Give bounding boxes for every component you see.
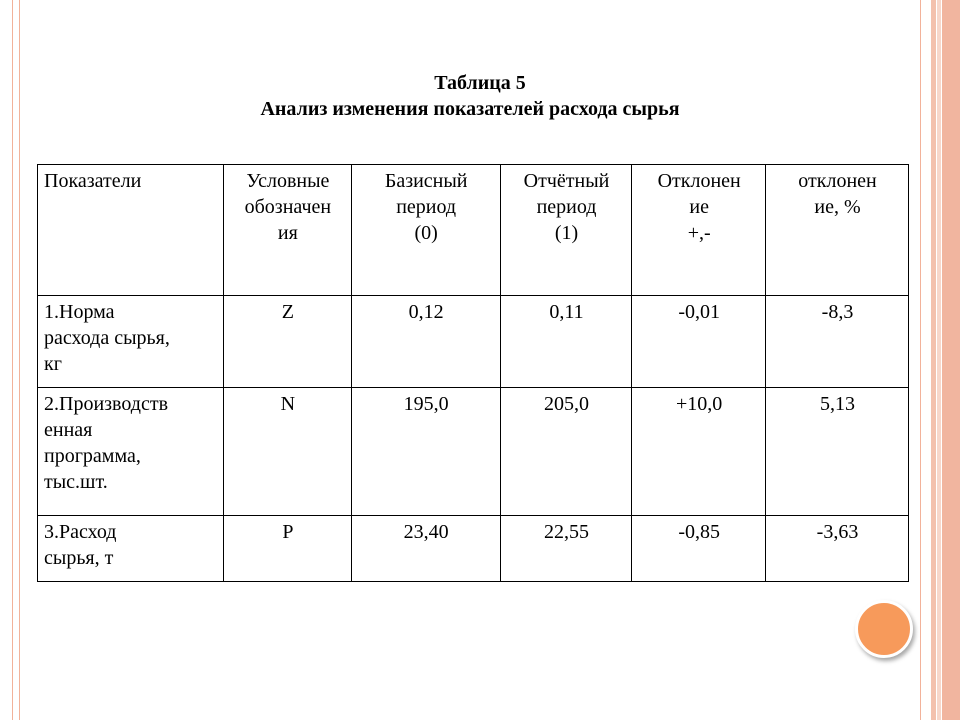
- table-row: [38, 516, 909, 582]
- cell-deviation-pct: 5,13: [766, 388, 909, 516]
- cell-symbol: Z: [224, 296, 352, 388]
- cell-deviation-pct: -3,63: [766, 516, 909, 582]
- header-deviation-pct: отклонен ие, %: [766, 165, 909, 296]
- cell-indicator: 2.Производств енная программа, тыс.шт.: [38, 388, 224, 516]
- cell-base: 195,0: [351, 388, 500, 516]
- table-row: [38, 296, 909, 388]
- cell-report: 22,55: [500, 516, 632, 582]
- header-symbols: Условные обозначен ия: [224, 165, 352, 296]
- cell-report: 205,0: [500, 388, 632, 516]
- cell-deviation-abs: -0,01: [632, 296, 766, 388]
- cell-deviation-abs: -0,85: [632, 516, 766, 582]
- cell-symbol: N: [224, 388, 352, 516]
- raw-material-table: [37, 164, 909, 582]
- cell-deviation-pct: -8,3: [766, 296, 909, 388]
- table-row: [38, 388, 909, 516]
- header-indicators: Показатели: [38, 165, 224, 296]
- table-title: [0, 70, 960, 122]
- decorative-circle: [855, 600, 913, 658]
- table-caption: Анализ изменения показателей расхода сырья: [260, 98, 680, 120]
- cell-report: 0,11: [500, 296, 632, 388]
- cell-indicator: 1.Норма расхода сырья, кг: [38, 296, 224, 388]
- table-number: Таблица 5: [434, 72, 526, 94]
- cell-deviation-abs: +10,0: [632, 388, 766, 516]
- header-report-period: Отчётный период (1): [500, 165, 632, 296]
- header-deviation-abs: Отклонен ие +,-: [632, 165, 766, 296]
- table-header-row: [38, 165, 909, 296]
- cell-base: 23,40: [351, 516, 500, 582]
- cell-indicator: 3.Расход сырья, т: [38, 516, 224, 582]
- cell-symbol: P: [224, 516, 352, 582]
- header-base-period: Базисный период (0): [351, 165, 500, 296]
- cell-base: 0,12: [351, 296, 500, 388]
